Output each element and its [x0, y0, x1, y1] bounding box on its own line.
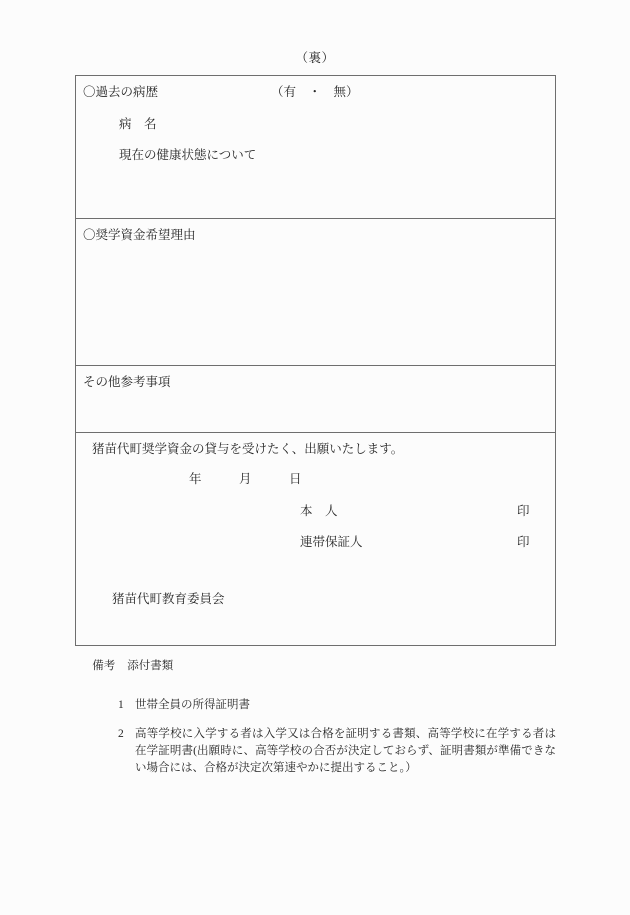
applicant-seal-mark: 印	[517, 504, 530, 518]
medical-history-label: 〇過去の病歴	[83, 85, 159, 99]
page-title: （裏）	[295, 51, 335, 65]
application-statement: 猪苗代町奨学資金の貸与を受けたく、出願いたします。	[92, 442, 404, 456]
remarks-heading	[75, 649, 556, 684]
list-item-text: 高等学校に入学する者は入学又は合格を証明する書類、高等学校に在学する者は在学証明書(出願時に、高等学校の合否が決定しておらず、証明書類が準備できない場合には、合格が決定次第速やかに提出すること。）	[135, 728, 556, 774]
remarks-section	[75, 649, 556, 776]
attachments-title: 添付書類	[127, 659, 174, 672]
list-item	[75, 726, 556, 776]
list-item	[75, 697, 556, 714]
remarks-label: 備考	[92, 659, 116, 672]
form-row-medical-history	[76, 76, 555, 219]
application-form-table	[75, 75, 556, 646]
guarantor-name-label: 連帯保証人	[300, 535, 363, 549]
current-health-status-label: 現在の健康状態について	[119, 148, 257, 162]
attachments-list	[75, 697, 556, 777]
scholarship-reason-label: 〇奨学資金希望理由	[83, 228, 196, 242]
applicant-name-label: 本 人	[300, 504, 338, 518]
guarantor-seal-mark: 印	[517, 535, 530, 549]
list-item-number: 2	[118, 728, 124, 741]
medical-history-yes-no-option[interactable]: （有 ・ 無）	[271, 85, 359, 99]
list-item-number: 1	[118, 698, 124, 711]
form-row-other-notes	[76, 366, 555, 433]
other-notes-label: その他参考事項	[83, 375, 171, 389]
date-field[interactable]: 年 月 日	[189, 472, 302, 486]
disease-name-label: 病 名	[119, 117, 157, 131]
form-row-scholarship-reason	[76, 219, 555, 366]
list-item-text: 世帯全員の所得証明書	[135, 698, 250, 711]
addressee-organization: 猪苗代町教育委員会	[112, 592, 225, 606]
form-row-signature	[76, 433, 555, 645]
